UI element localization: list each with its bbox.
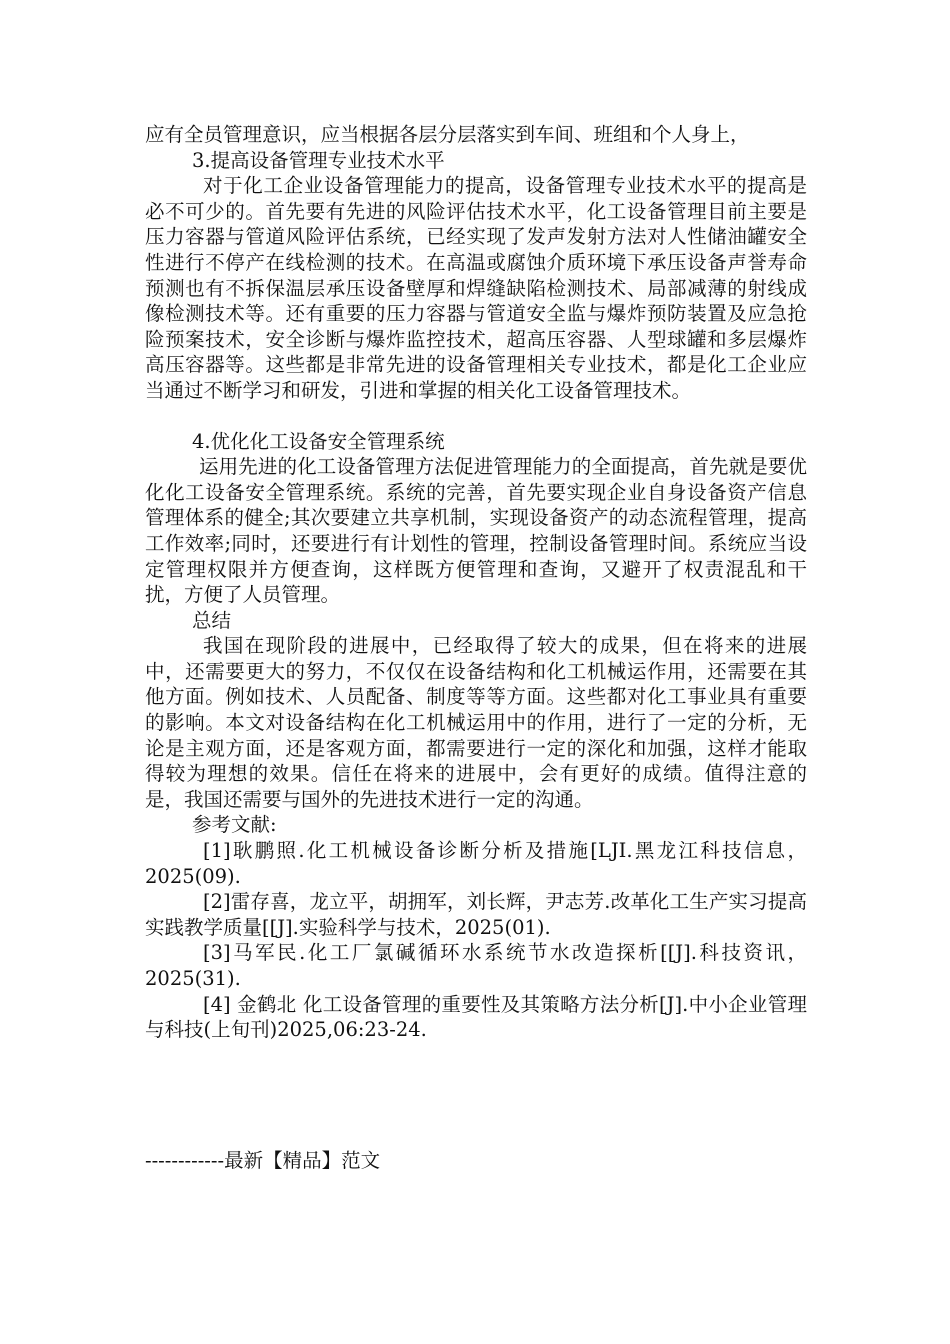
paragraph-section-4: 运用先进的化工设备管理方法促进管理能力的全面提高，首先就是要优化化工设备安全管理系统。系统的完善，首先要实现企业自身设备资产信息管理体系的健全;其次要建立共享机制，实现设备资产的动态流程管理，提高工作效率;同时，还要进行有计划性的管理，控制设备管理时间。系统应当设定管理权限并方便查询，这样既方便管理和查询，又避开了权责混乱和干扰，方便了人员管理。 (145, 455, 807, 607)
references-heading: 参考文献: (192, 813, 277, 837)
reference-item: [2]雷存喜，龙立平，胡拥军，刘长辉，尹志芳.改革化工生产实习提高实践教学质量[[J].实验科学与技术，2025(01). (145, 890, 807, 939)
paragraph-summary: 我国在现阶段的进展中，已经取得了较大的成果，但在将来的进展中，还需要更大的努力，不仅仅在设备结构和化工机械运作用，还需要在其他方面。例如技术、人员配备、制度等等方面。这些都对化工事业具有重要的影响。本文对设备结构在化工机械运用中的作用，进行了一定的分析，无论是主观方面，还是客观方面，都需要进行一定的深化和加强，这样才能取得较为理想的效果。信任在将来的进展中，会有更好的成绩。值得注意的是，我国还需要与国外的先进技术进行一定的沟通。 (145, 634, 807, 811)
reference-list (145, 838, 807, 1043)
paragraph-gap (145, 404, 807, 429)
footer-banner: ------------最新【精品】范文 (145, 1149, 381, 1172)
section-heading-4: 4.优化化工设备安全管理系统 (192, 429, 445, 453)
section-heading-summary: 总结 (192, 608, 232, 632)
document-body (145, 122, 807, 1043)
paragraph-section-3: 对于化工企业设备管理能力的提高，设备管理专业技术水平的提高是必不可少的。首先要有先进的风险评估技术水平，化工设备管理目前主要是压力容器与管道风险评估系统，已经实现了发声发射方法对人性储油罐安全性进行不停产在线检测的技术。在高温或腐蚀介质环境下承压设备声誉寿命预测也有不拆保温层承压设备壁厚和焊缝缺陷检测技术、局部减薄的射线成像检测技术等。还有重要的压力容器与管道安全监与爆炸预防装置及应急抢险预案技术，安全诊断与爆炸监控技术，超高压容器、人型球罐和多层爆炸高压容器等。这些都是非常先进的设备管理相关专业技术，都是化工企业应当通过不断学习和研发，引进和掌握的相关化工设备管理技术。 (145, 174, 807, 402)
reference-item: [1]耿鹏照.化工机械设备诊断分析及措施[LJI.黑龙江科技信息，2025(09). (145, 839, 807, 888)
reference-item: [3]马军民.化工厂氯碱循环水系统节水改造探析[[J].科技资讯，2025(31). (145, 941, 807, 990)
reference-item: [4] 金鹤北 化工设备管理的重要性及其策略方法分析[J].中小企业管理与科技(上旬刊)2025,06:23-24. (145, 992, 807, 1042)
section-heading-3: 3.提高设备管理专业技术水平 (192, 148, 445, 172)
paragraph-intro-tail: 应有全员管理意识，应当根据各层分层落实到车间、班组和个人身上， (145, 123, 750, 146)
